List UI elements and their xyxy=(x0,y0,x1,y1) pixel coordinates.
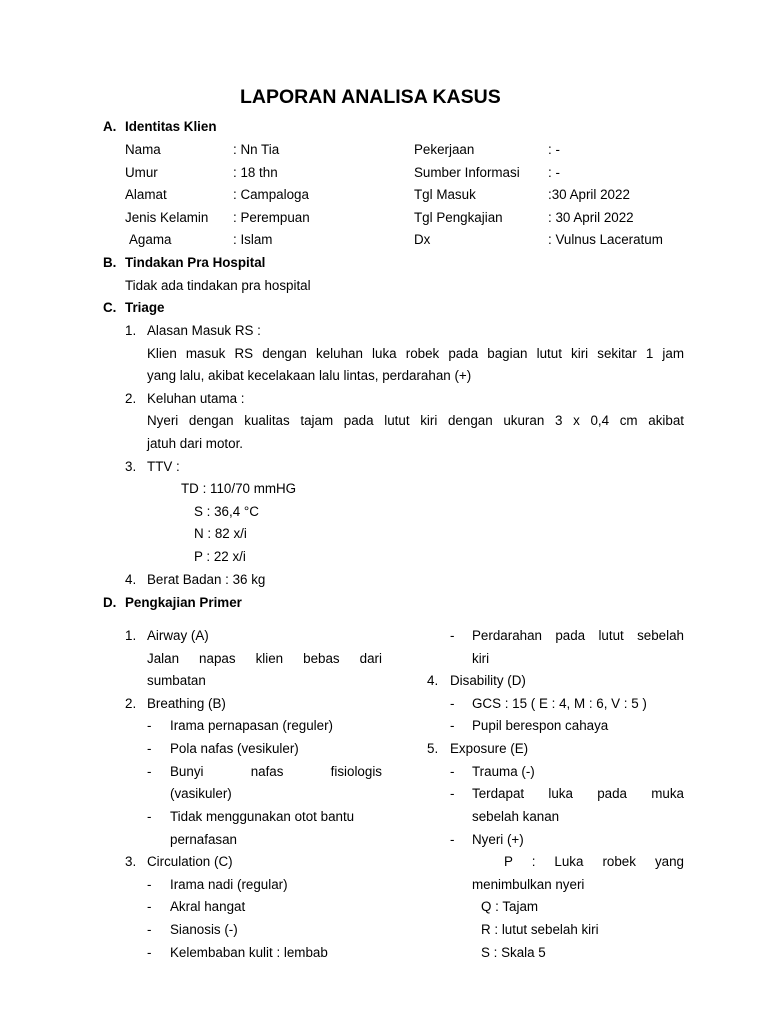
identity-value: : Campaloga xyxy=(233,187,309,202)
breathing-item: Bunyi nafas fisiologis xyxy=(170,764,382,779)
circulation-label: Circulation (C) xyxy=(147,854,233,869)
identity-value: : Islam xyxy=(233,232,273,247)
bullet-dash: - xyxy=(147,764,152,779)
identity-label: Nama xyxy=(125,142,161,157)
airway-label: Airway (A) xyxy=(147,628,209,643)
list-number: 1. xyxy=(125,628,137,643)
triage-keluhan-text: jatuh dari motor. xyxy=(147,436,244,451)
identity-value: : Vulnus Laceratum xyxy=(548,232,663,247)
identity-label: Tgl Masuk xyxy=(414,187,476,202)
list-number: 3. xyxy=(125,459,137,474)
exposure-label: Exposure (E) xyxy=(450,741,529,756)
identity-value: : 18 thn xyxy=(233,165,278,180)
circulation-item: kiri xyxy=(472,651,490,666)
ttv-td: TD : 110/70 mmHG xyxy=(181,481,297,496)
section-d-marker: D. xyxy=(103,595,117,610)
triage-ttv-label: TTV : xyxy=(147,459,180,474)
breathing-item: pernafasan xyxy=(170,832,238,847)
pain-s: S : Skala 5 xyxy=(481,945,546,960)
bullet-dash: - xyxy=(147,718,152,733)
identity-value: : Perempuan xyxy=(233,210,310,225)
identity-label: Alamat xyxy=(125,187,167,202)
circulation-item: Irama nadi (regular) xyxy=(170,877,288,892)
identity-label: Tgl Pengkajian xyxy=(414,210,503,225)
circulation-item: Perdarahan pada lutut sebelah xyxy=(472,628,684,643)
exposure-item: sebelah kanan xyxy=(472,809,560,824)
triage-keluhan-label: Keluhan utama : xyxy=(147,391,245,406)
bullet-dash: - xyxy=(450,696,455,711)
pain-p: menimbulkan nyeri xyxy=(472,877,585,892)
page-title: LAPORAN ANALISA KASUS xyxy=(240,86,501,108)
identity-label: Pekerjaan xyxy=(414,142,475,157)
section-a-heading: Identitas Klien xyxy=(125,119,217,134)
pain-q: Q : Tajam xyxy=(481,899,539,914)
identity-value: : 30 April 2022 xyxy=(548,210,634,225)
triage-alasan-text: yang lalu, akibat kecelakaan lalu lintas, perdarahan (+) xyxy=(147,368,472,383)
list-number: 4. xyxy=(427,673,439,688)
list-number: 1. xyxy=(125,323,137,338)
bullet-dash: - xyxy=(450,764,455,779)
bullet-dash: - xyxy=(450,718,455,733)
airway-text: sumbatan xyxy=(147,673,206,688)
breathing-item: Irama pernapasan (reguler) xyxy=(170,718,334,733)
list-number: 2. xyxy=(125,696,137,711)
identity-value: :30 April 2022 xyxy=(548,187,630,202)
pain-r: R : lutut sebelah kiri xyxy=(481,922,599,937)
ttv-p: P : 22 x/i xyxy=(194,549,246,564)
identity-label: Umur xyxy=(125,165,158,180)
bullet-dash: - xyxy=(147,741,152,756)
bullet-dash: - xyxy=(147,877,152,892)
bullet-dash: - xyxy=(147,945,152,960)
section-d-heading: Pengkajian Primer xyxy=(125,595,242,610)
circulation-item: Kelembaban kulit : lembab xyxy=(170,945,328,960)
disability-label: Disability (D) xyxy=(450,673,526,688)
list-number: 4. xyxy=(125,572,137,587)
breathing-item: (vasikuler) xyxy=(170,786,232,801)
disability-item: GCS : 15 ( E : 4, M : 6, V : 5 ) xyxy=(472,696,647,711)
pra-hospital-text: Tidak ada tindakan pra hospital xyxy=(125,278,311,293)
circulation-item: Sianosis (-) xyxy=(170,922,238,937)
ttv-s: S : 36,4 °C xyxy=(194,504,259,519)
breathing-item: Pola nafas (vesikuler) xyxy=(170,741,299,756)
bullet-dash: - xyxy=(147,809,152,824)
breathing-item: Tidak menggunakan otot bantu xyxy=(170,809,355,824)
identity-label: Sumber Informasi xyxy=(414,165,520,180)
bullet-dash: - xyxy=(450,628,455,643)
exposure-item: Nyeri (+) xyxy=(472,832,524,847)
triage-berat-badan: Berat Badan : 36 kg xyxy=(147,572,266,587)
identity-label: Agama xyxy=(129,232,172,247)
identity-value: : - xyxy=(548,142,560,157)
triage-alasan-label: Alasan Masuk RS : xyxy=(147,323,261,338)
identity-label: Dx xyxy=(414,232,431,247)
circulation-item: Akral hangat xyxy=(170,899,246,914)
section-c-heading: Triage xyxy=(125,300,165,315)
bullet-dash: - xyxy=(450,832,455,847)
list-number: 3. xyxy=(125,854,137,869)
section-b-marker: B. xyxy=(103,255,117,270)
section-a-marker: A. xyxy=(103,119,117,134)
disability-item: Pupil berespon cahaya xyxy=(472,718,609,733)
section-b-heading: Tindakan Pra Hospital xyxy=(125,255,266,270)
identity-value: : Nn Tia xyxy=(233,142,280,157)
exposure-item: Trauma (-) xyxy=(472,764,535,779)
section-c-marker: C. xyxy=(103,300,117,315)
ttv-n: N : 82 x/i xyxy=(194,526,247,541)
list-number: 2. xyxy=(125,391,137,406)
identity-label: Jenis Kelamin xyxy=(125,210,209,225)
triage-keluhan-text: Nyeri dengan kualitas tajam pada lutut kiri dengan ukuran 3 x 0,4 cm akibat xyxy=(147,413,684,428)
pain-p: P : Luka robek yang xyxy=(504,854,684,869)
breathing-label: Breathing (B) xyxy=(147,696,226,711)
bullet-dash: - xyxy=(147,922,152,937)
bullet-dash: - xyxy=(450,786,455,801)
airway-text: Jalan napas klien bebas dari xyxy=(147,651,382,666)
exposure-item: Terdapat luka pada muka xyxy=(472,786,684,801)
bullet-dash: - xyxy=(147,899,152,914)
triage-alasan-text: Klien masuk RS dengan keluhan luka robek pada bagian lutut kiri sekitar 1 jam xyxy=(147,346,684,361)
list-number: 5. xyxy=(427,741,439,756)
identity-value: : - xyxy=(548,165,560,180)
